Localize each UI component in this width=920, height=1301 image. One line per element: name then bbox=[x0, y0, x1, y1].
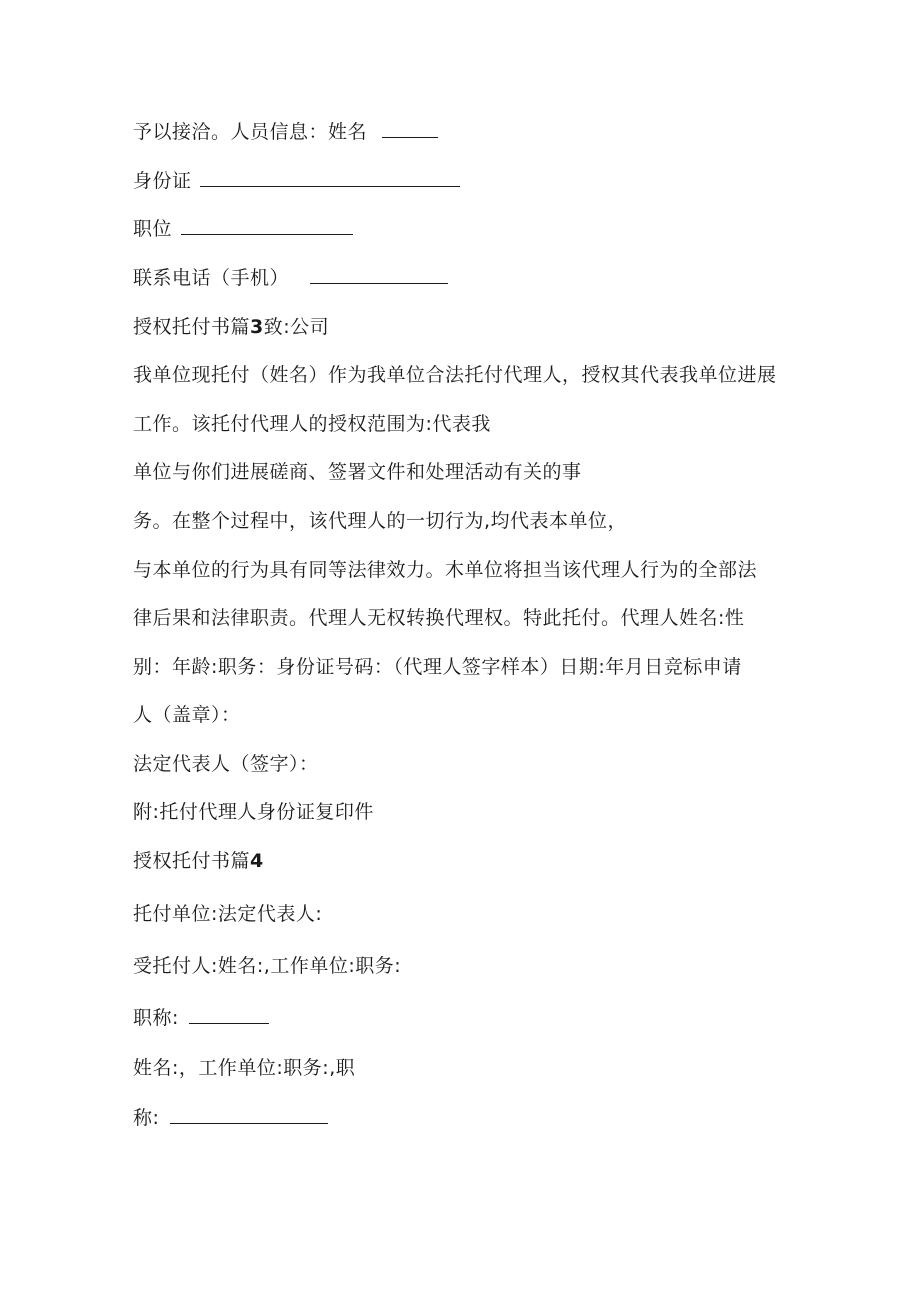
position-line bbox=[133, 216, 353, 242]
id-card-label: 身份证 bbox=[133, 170, 192, 192]
title-label-1: 职称: bbox=[133, 1007, 179, 1029]
body-line-1: 我单位现托付（姓名）作为我单位合法托付代理人，授权其代表我单位进展 bbox=[133, 364, 777, 386]
id-card-line bbox=[133, 168, 460, 194]
personnel-info-line bbox=[133, 119, 438, 145]
legal-rep-signature-line: 法定代表人（签字）： bbox=[133, 753, 319, 775]
section3-heading bbox=[133, 314, 329, 340]
phone-line bbox=[133, 265, 448, 291]
phone-blank bbox=[310, 265, 448, 284]
personnel-info-text: 予以接洽。人员信息：姓名 bbox=[133, 121, 368, 143]
body-line-7: 别：年龄:职务：身份证号码：（代理人签字样本）日期:年月日竞标申请 bbox=[133, 656, 742, 678]
body-line-6: 律后果和法律职责。代理人无权转换代理权。特此托付。代理人姓名:性 bbox=[133, 607, 745, 629]
title-line-1 bbox=[133, 1005, 269, 1031]
section3-prefix: 授权托付书篇 bbox=[133, 316, 251, 338]
section4-number: 4 bbox=[250, 850, 264, 872]
section4-heading bbox=[133, 848, 264, 874]
id-card-blank bbox=[200, 168, 460, 187]
entrusting-unit-line: 托付单位:法定代表人: bbox=[133, 903, 323, 925]
section3-number: 3 bbox=[250, 316, 264, 338]
body-line-4: 务。在整个过程中，该代理人的一切行为,均代表本单位， bbox=[133, 510, 628, 532]
trustee-line: 受托付人:姓名:,工作单位:职务: bbox=[133, 955, 402, 977]
second-trustee-line: 姓名:，工作单位:职务:,职 bbox=[133, 1057, 356, 1079]
section4-prefix: 授权托付书篇 bbox=[133, 850, 251, 872]
applicant-seal-line: 人（盖章）： bbox=[133, 704, 241, 726]
title-blank-1 bbox=[189, 1005, 269, 1024]
body-line-3: 单位与你们进展磋商、签署文件和处理活动有关的事 bbox=[133, 461, 582, 483]
title-line-2 bbox=[133, 1105, 328, 1131]
name-blank bbox=[382, 119, 438, 138]
phone-label: 联系电话（手机） bbox=[133, 267, 290, 289]
attachment-line: 附:托付代理人身份证复印件 bbox=[133, 801, 374, 823]
title-blank-2 bbox=[170, 1105, 328, 1124]
body-line-2: 工作。该托付代理人的授权范围为:代表我 bbox=[133, 413, 491, 435]
position-blank bbox=[181, 216, 353, 235]
position-label: 职位 bbox=[133, 218, 173, 240]
section3-suffix: 致:公司 bbox=[263, 316, 330, 338]
title-label-2: 称: bbox=[133, 1107, 160, 1129]
body-line-5: 与本单位的行为具有同等法律效力。木单位将担当该代理人行为的全部法 bbox=[133, 559, 758, 581]
